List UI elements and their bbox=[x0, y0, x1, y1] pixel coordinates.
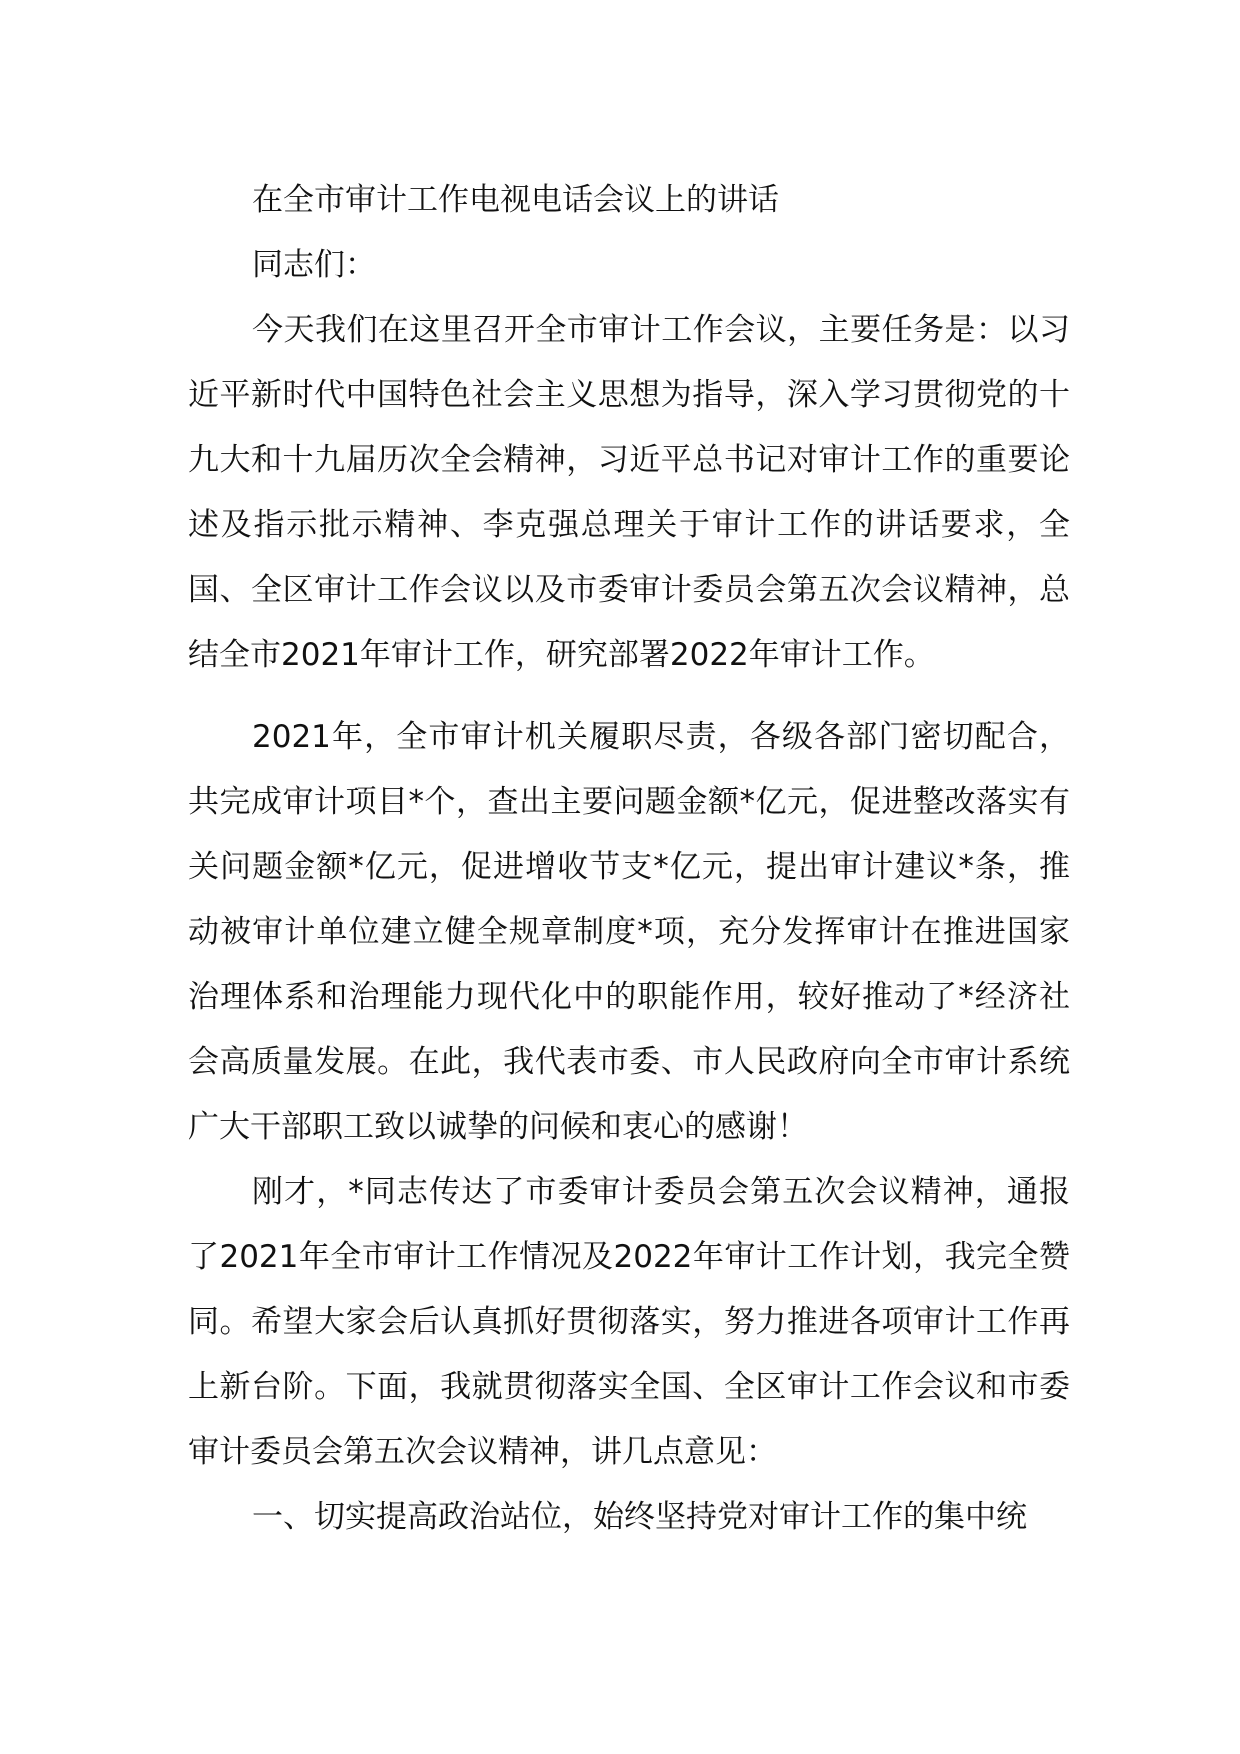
document-page bbox=[188, 168, 1070, 1550]
salutation: 同志们： bbox=[252, 247, 376, 283]
paragraph-intro: 今天我们在这里召开全市审计工作会议，主要任务是：以习近平新时代中国特色社会主义思想为指导，深入学习贯彻党的十九大和十九届历次全会精神，习近平总书记对审计工作的重要论述及指示批示精神、李克强总理关于审计工作的讲话要求，全国、全区审计工作会议以及市委审计委员会第五次会议精神，总结全市2021年审计工作，研究部署2022年审计工作。 bbox=[188, 312, 1070, 673]
document-title: 在全市审计工作电视电话会议上的讲话 bbox=[252, 182, 779, 218]
paragraph-achievements: 2021年，全市审计机关履职尽责，各级各部门密切配合，共完成审计项目*个，查出主要问题金额*亿元，促进整改落实有关问题金额*亿元，促进增收节支*亿元，提出审计建议*条，推动被审计单位建立健全规章制度*项，充分发挥审计在推进国家治理体系和治理能力现代化中的职能作用，较好推动了*经济社会高质量发展。在此，我代表市委、市人民政府向全市审计系统广大干部职工致以诚挚的问候和衷心的感谢！ bbox=[188, 719, 1070, 1145]
section-heading-one: 一、切实提高政治站位，始终坚持党对审计工作的集中统 bbox=[252, 1499, 1027, 1535]
paragraph-comments: 刚才，*同志传达了市委审计委员会第五次会议精神，通报了2021年全市审计工作情况及2022年审计工作计划，我完全赞同。希望大家会后认真抓好贯彻落实，努力推进各项审计工作再上新台阶。下面，我就贯彻落实全国、全区审计工作会议和市委审计委员会第五次会议精神，讲几点意见： bbox=[188, 1174, 1070, 1470]
